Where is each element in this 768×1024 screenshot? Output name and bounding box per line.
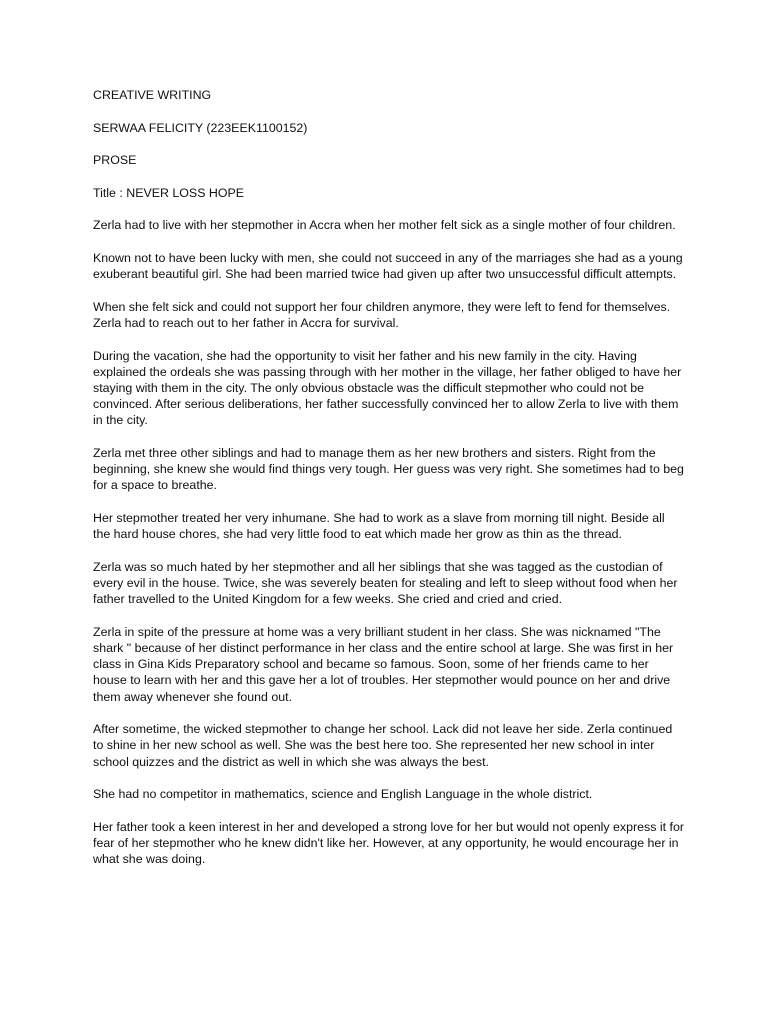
paragraph: Her father took a keen interest in her and developed a strong love for her but would not openly express it for fear of her stepmother who he knew didn't like her. However, at any opportunity, he would encourage her in what she was doing. — [93, 819, 684, 867]
paragraph: Her stepmother treated her very inhumane. She had to work as a slave from morning till night. Beside all the hard house chores, she had very little food to eat which made her grow as thin as the thread. — [93, 510, 665, 542]
paragraph: Known not to have been lucky with men, she could not succeed in any of the marriages she had as a young exuberant beautiful girl. She had been married twice had given up after two unsuccessful difficult attempts. — [93, 250, 683, 282]
paragraph: Zerla met three other siblings and had to manage them as her new brothers and sisters. Right from the beginning, she knew she would find things very tough. Her guess was very right. She sometimes had to beg for a space to breathe. — [93, 445, 684, 493]
author-line: SERWAA FELICITY (223EEK1100152) — [93, 120, 308, 135]
document-body — [93, 87, 685, 884]
paragraph: Zerla in spite of the pressure at home was a very brilliant student in her class. She was nicknamed "The shark " because of her distinct performance in her class and the entire school at large. She was first in her class in Gina Kids Preparatory school and became so famous. Soon, some of her friends came to her house to learn with her and this gave her a lot of troubles. Her stepmother would pounce on her and drive them away whenever she found out. — [93, 624, 674, 704]
paragraph: When she felt sick and could not support her four children anymore, they were left to fend for themselves. Zerla had to reach out to her father in Accra for survival. — [93, 299, 671, 330]
paragraph: She had no competitor in mathematics, science and English Language in the whole district. — [93, 787, 593, 802]
genre-line: PROSE — [93, 153, 137, 168]
paragraph: Zerla had to live with her stepmother in Accra when her mother felt sick as a single mother of four children. — [93, 218, 676, 233]
course-heading: CREATIVE WRITING — [93, 88, 212, 102]
paragraph: During the vacation, she had the opportunity to visit her father and his new family in the city. Having explained the ordeals she was passing through with her mother in the village, her father obliged to have her staying with them in the city. The only obvious obstacle was the difficult stepmother who could not be convinced. After serious deliberations, her father successfully convinced her to allow Zerla to live with them in the city. — [93, 348, 682, 428]
paragraph: Zerla was so much hated by her stepmother and all her siblings that she was tagged as the custodian of every evil in the house. Twice, she was severely beaten for stealing and left to sleep without food when her father travelled to the United Kingdom for a few weeks. She cried and cried and cried. — [93, 559, 678, 607]
title-line: Title : NEVER LOSS HOPE — [93, 185, 245, 200]
paragraph: After sometime, the wicked stepmother to change her school. Lack did not leave her side. Zerla continued to shine in her new school as well. She was the best here too. She represented her new school in inter school quizzes and the district as well in which she was always the best. — [93, 722, 673, 769]
